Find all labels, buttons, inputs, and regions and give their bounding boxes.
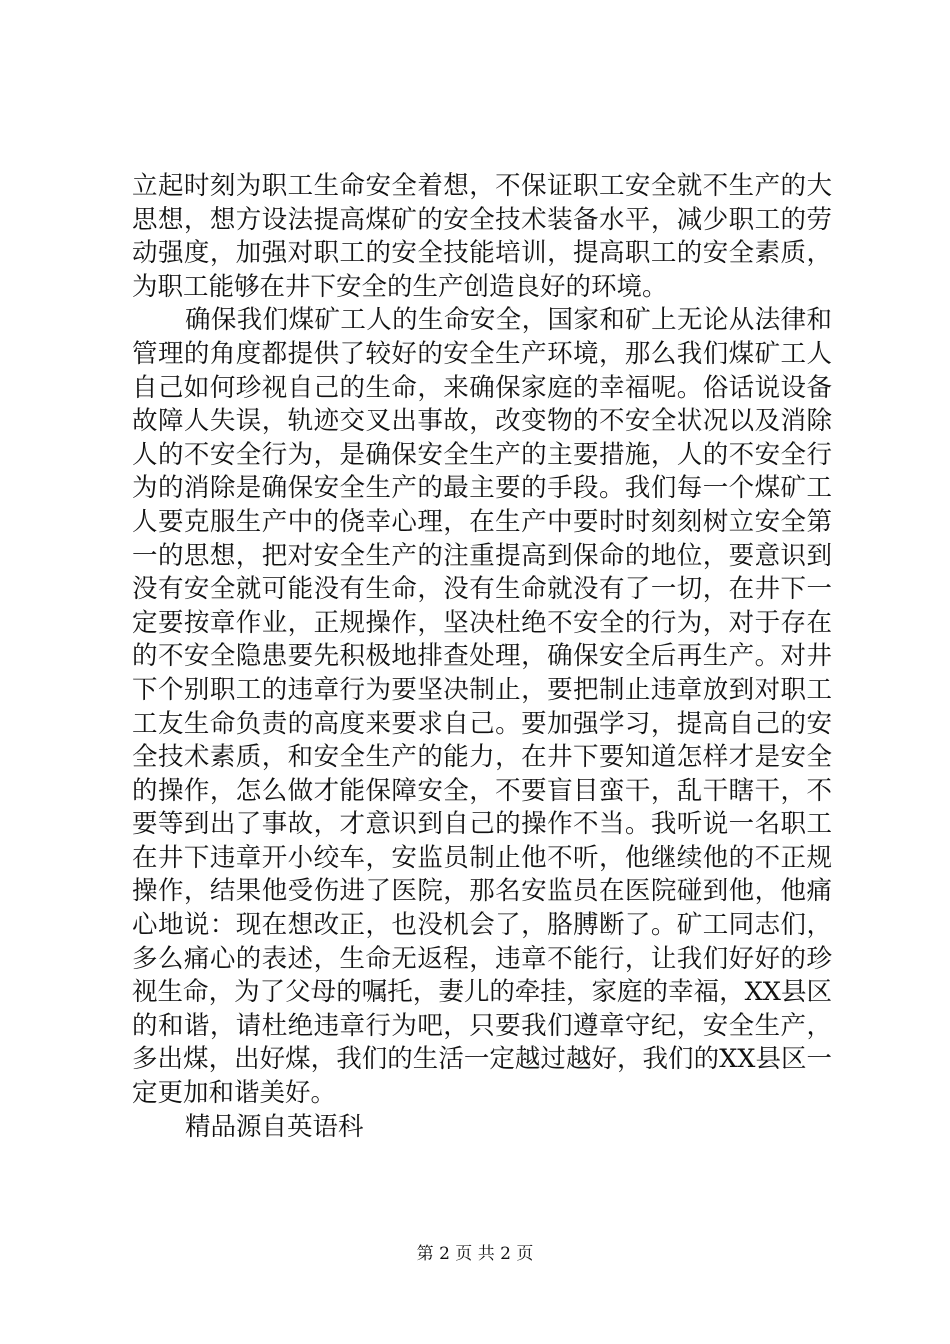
text-line: 思想，想方设法提高煤矿的安全技术装备水平，减少职工的劳 xyxy=(132,204,832,235)
text-line: 人的不安全行为，是确保安全生产的主要措施，人的不安全行 xyxy=(132,439,832,470)
text-line: 全技术素质，和安全生产的能力，在井下要知道怎样才是安全 xyxy=(132,742,832,773)
text-line: 一的思想，把对安全生产的注重提高到保命的地位，要意识到 xyxy=(132,540,832,571)
text-line: 操作，结果他受伤进了医院，那名安监员在医院碰到他，他痛 xyxy=(132,876,832,907)
text-line: 多么痛心的表述，生命无返程，违章不能行，让我们好好的珍 xyxy=(132,943,832,974)
text-line: 定更加和谐美好。 xyxy=(132,1078,337,1109)
text-line: 没有安全就可能没有生命，没有生命就没有了一切，在井下一 xyxy=(132,574,832,605)
text-line: 为的消除是确保安全生产的最主要的手段。我们每一个煤矿工 xyxy=(132,473,832,504)
text-line: 动强度，加强对职工的安全技能培训，提高职工的安全素质， xyxy=(132,238,832,269)
text-line: 为职工能够在井下安全的生产创造良好的环境。 xyxy=(132,271,668,302)
text-line: 故障人失误，轨迹交叉出事故，改变物的不安全状况以及消除 xyxy=(132,406,832,437)
text-line: 的和谐，请杜绝违章行为吧，只要我们遵章守纪，安全生产， xyxy=(132,1010,832,1041)
text-line: 的不安全隐患要先积极地排查处理，确保安全后再生产。对井 xyxy=(132,641,832,672)
text-line: 多出煤，出好煤，我们的生活一定越过越好，我们的XX县区一 xyxy=(132,1044,832,1075)
text-line: 心地说：现在想改正，也没机会了，胳膊断了。矿工同志们， xyxy=(132,910,832,941)
paragraph-start-line: 确保我们煤矿工人的生命安全，国家和矿上无论从法律和 xyxy=(185,305,832,336)
text-line: 自己如何珍视自己的生命，来确保家庭的幸福呢。俗话说设备 xyxy=(132,372,832,403)
text-line: 要等到出了事故，才意识到自己的操作不当。我听说一名职工 xyxy=(132,809,832,840)
page-number-footer: 第 2 页 共 2 页 xyxy=(416,1244,534,1264)
text-line: 视生命，为了父母的嘱托，妻儿的牵挂，家庭的幸福，XX县区 xyxy=(132,977,832,1008)
source-note-line: 精品源自英语科 xyxy=(185,1111,364,1142)
text-line: 工友生命负责的高度来要求自己。要加强学习，提高自己的安 xyxy=(132,708,832,739)
text-line: 立起时刻为职工生命安全着想，不保证职工安全就不生产的大 xyxy=(132,171,832,201)
text-line: 的操作，怎么做才能保障安全，不要盲目蛮干，乱干瞎干，不 xyxy=(132,775,832,806)
text-line: 定要按章作业，正规操作，坚决杜绝不安全的行为，对于存在 xyxy=(132,607,832,638)
text-line: 管理的角度都提供了较好的安全生产环境，那么我们煤矿工人 xyxy=(132,338,832,369)
text-line: 人要克服生产中的侥幸心理，在生产中要时时刻刻树立安全第 xyxy=(132,506,832,537)
body-text xyxy=(132,170,832,1144)
text-line: 在井下违章开小绞车，安监员制止他不听，他继续他的不正规 xyxy=(132,842,832,873)
text-line: 下个别职工的违章行为要坚决制止，要把制止违章放到对职工 xyxy=(132,674,832,705)
